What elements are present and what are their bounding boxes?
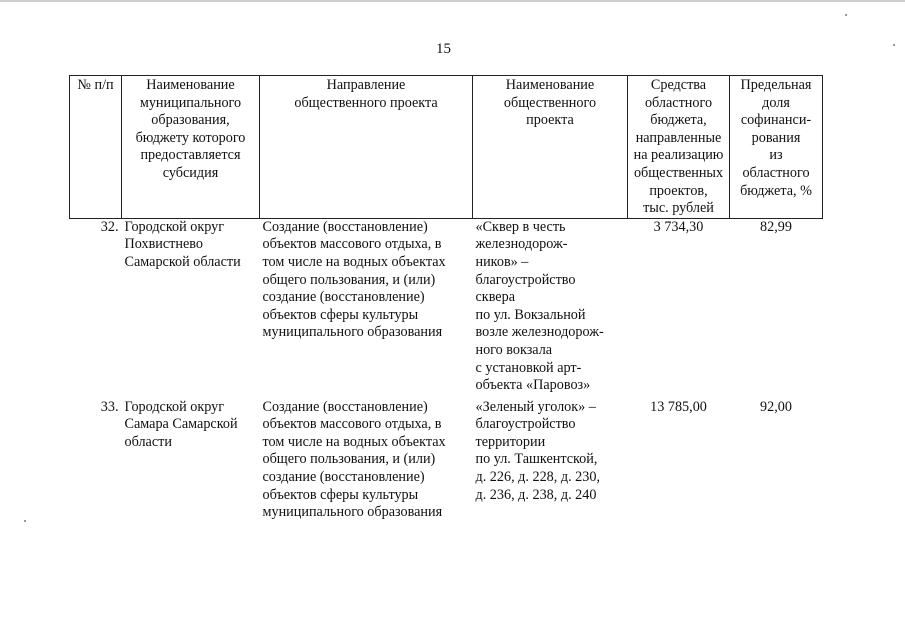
table-header-row	[70, 76, 823, 219]
header-cofinancing-share: Предельная доля софинанси- рования из областного бюджета, %	[730, 76, 823, 219]
page-number: 15	[436, 41, 451, 57]
funds-cell: 13 785,00	[650, 398, 707, 415]
municipality-cell: Городской округ Похвистнево Самарской области	[124, 218, 241, 270]
header-project-direction: Направление общественного проекта	[260, 76, 473, 219]
subsidy-table	[69, 75, 823, 522]
header-budget-funds: Средства областного бюджета, направленные на реализацию общественных проектов, тыс. рублей	[628, 76, 730, 219]
scan-speck	[845, 14, 847, 16]
row-number: 32.	[100, 218, 119, 235]
scan-speck	[24, 520, 26, 522]
table-row	[70, 395, 823, 522]
project-name-cell: «Сквер в честь железнодорож- ников» – благоустройство сквера по ул. Вокзальной возле железнодорож- ного вокзала с установкой арт- объекта «Паровоз»	[475, 218, 604, 394]
project-name-cell: «Зеленый уголок» – благоустройство территории по ул. Ташкентской, д. 226, д. 228, д. 230, д. 236, д. 238, д. 240	[475, 398, 601, 503]
row-number: 33.	[100, 398, 119, 415]
municipality-cell: Городской округ Самара Самарской области	[124, 398, 238, 450]
header-project-name: Наименование общественного проекта	[473, 76, 628, 219]
header-municipality: Наименование муниципального образования, бюджету которого предоставляется субсидия	[122, 76, 260, 219]
share-cell: 82,99	[760, 218, 792, 235]
funds-cell: 3 734,30	[653, 218, 704, 235]
table-row	[70, 218, 823, 394]
scan-top-edge	[0, 0, 905, 2]
scan-speck	[893, 44, 895, 46]
header-row-number: № п/п	[70, 76, 122, 219]
direction-cell: Создание (восстановление) объектов массового отдыха, в том числе на водных объектах общего пользования, и (или) создание (восстановление) объектов сферы культуры муниципального образования	[262, 218, 446, 341]
share-cell: 92,00	[760, 398, 792, 415]
direction-cell: Создание (восстановление) объектов массового отдыха, в том числе на водных объектах общего пользования, и (или) создание (восстановление) объектов сферы культуры муниципального образования	[262, 398, 446, 521]
